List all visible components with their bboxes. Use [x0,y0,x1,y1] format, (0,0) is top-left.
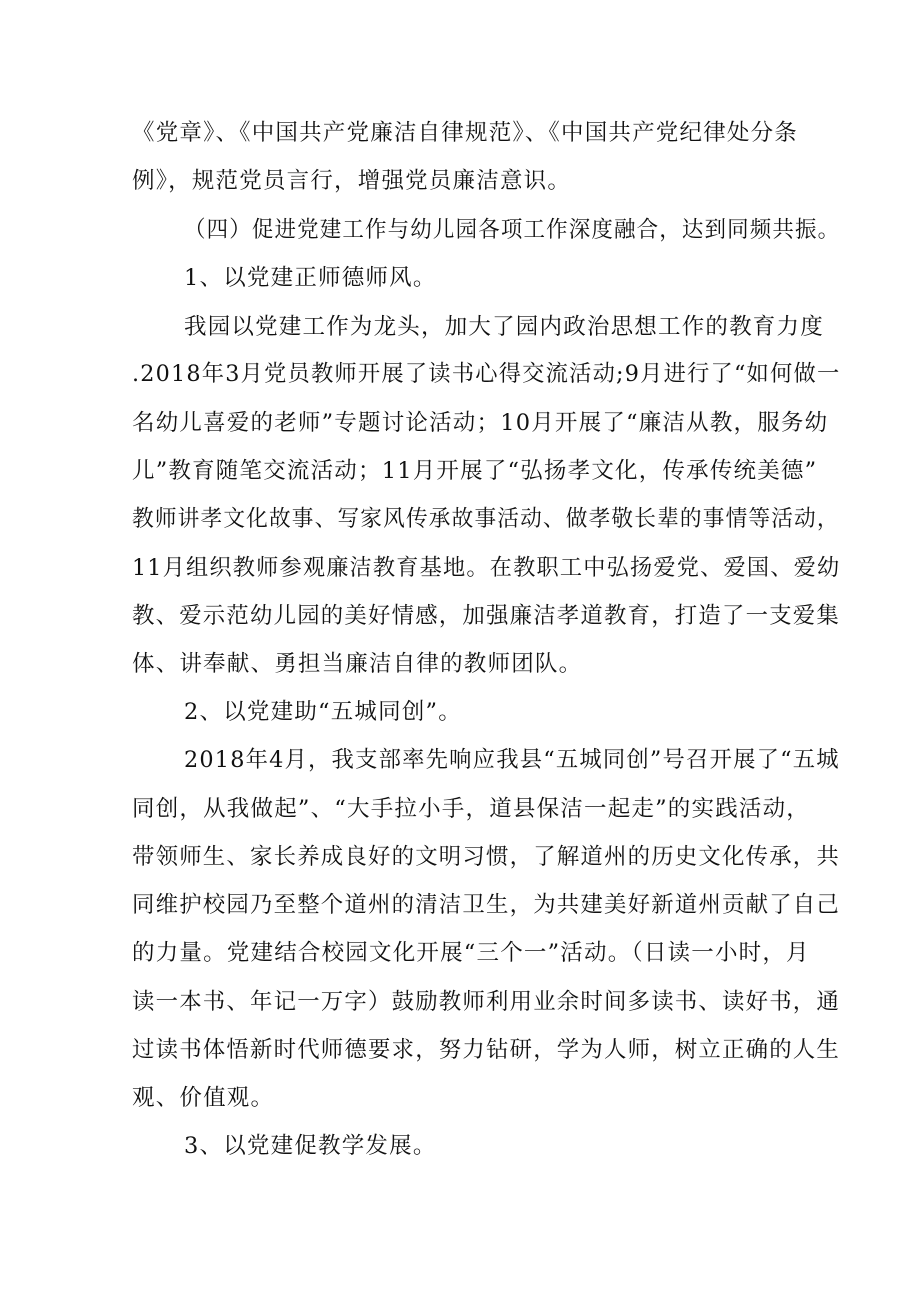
text-line: 体、讲奉献、勇担当廉洁自律的教师团队。 [132,651,583,677]
text-line: 的力量。党建结合校园文化开展“三个一”活动。（日读一小时，月 [132,940,810,966]
text-line: 过读书体悟新时代师德要求，努力钻研，学为人师，树立正确的人生 [132,1037,841,1063]
text-line: 11月组织教师参观廉洁教育基地。在教职工中弘扬爱党、爱国、爱幼 [132,555,841,581]
text-line: 教、爱示范幼儿园的美好情感，加强廉洁孝道教育，打造了一支爱集 [132,603,841,629]
text-line: .2018年3月党员教师开展了读书心得交流活动;9月进行了“如何做一 [132,361,841,387]
section-heading: （四）促进党建工作与幼儿园各项工作深度融合，达到同频共振。 [184,217,841,243]
text-line: 儿”教育随笔交流活动；11月开展了“弘扬孝文化，传承传统美德” [132,458,818,484]
text-line: 教师讲孝文化故事、写家风传承故事活动、做孝敬长辈的事情等活动， [132,506,840,532]
text-line: 例》，规范党员言行，增强党员廉洁意识。 [132,168,572,194]
subsection-heading: 2、以党建助“五城同创”。 [184,699,462,725]
subsection-heading: 1、以党建正师德师风。 [184,265,437,291]
subsection-heading: 3、以党建促教学发展。 [184,1133,437,1159]
text-line: 观、价值观。 [132,1085,275,1111]
text-line: 同维护校园乃至整个道州的清洁卫生，为共建美好新道州贡献了自己 [132,892,841,918]
text-line: 同创，从我做起”、“大手拉小手，道县保洁一起走”的实践活动， [132,796,811,822]
text-line: 我园以党建工作为龙头，加大了园内政治思想工作的教育力度 [184,314,824,340]
text-line: 名幼儿喜爱的老师”专题讨论活动；10月开展了“廉洁从教，服务幼 [132,410,829,436]
text-line: 读一本书、年记一万字）鼓励教师利用业余时间多读书、读好书，通 [132,989,841,1015]
text-line: 2018年4月，我支部率先响应我县“五城同创”号召开展了“五城 [184,747,840,773]
text-line: 带领师生、家长养成良好的文明习惯，了解道州的历史文化传承，共 [132,844,841,870]
text-line: 《党章》、《中国共产党廉洁自律规范》、《中国共产党纪律处分条 [132,120,799,146]
